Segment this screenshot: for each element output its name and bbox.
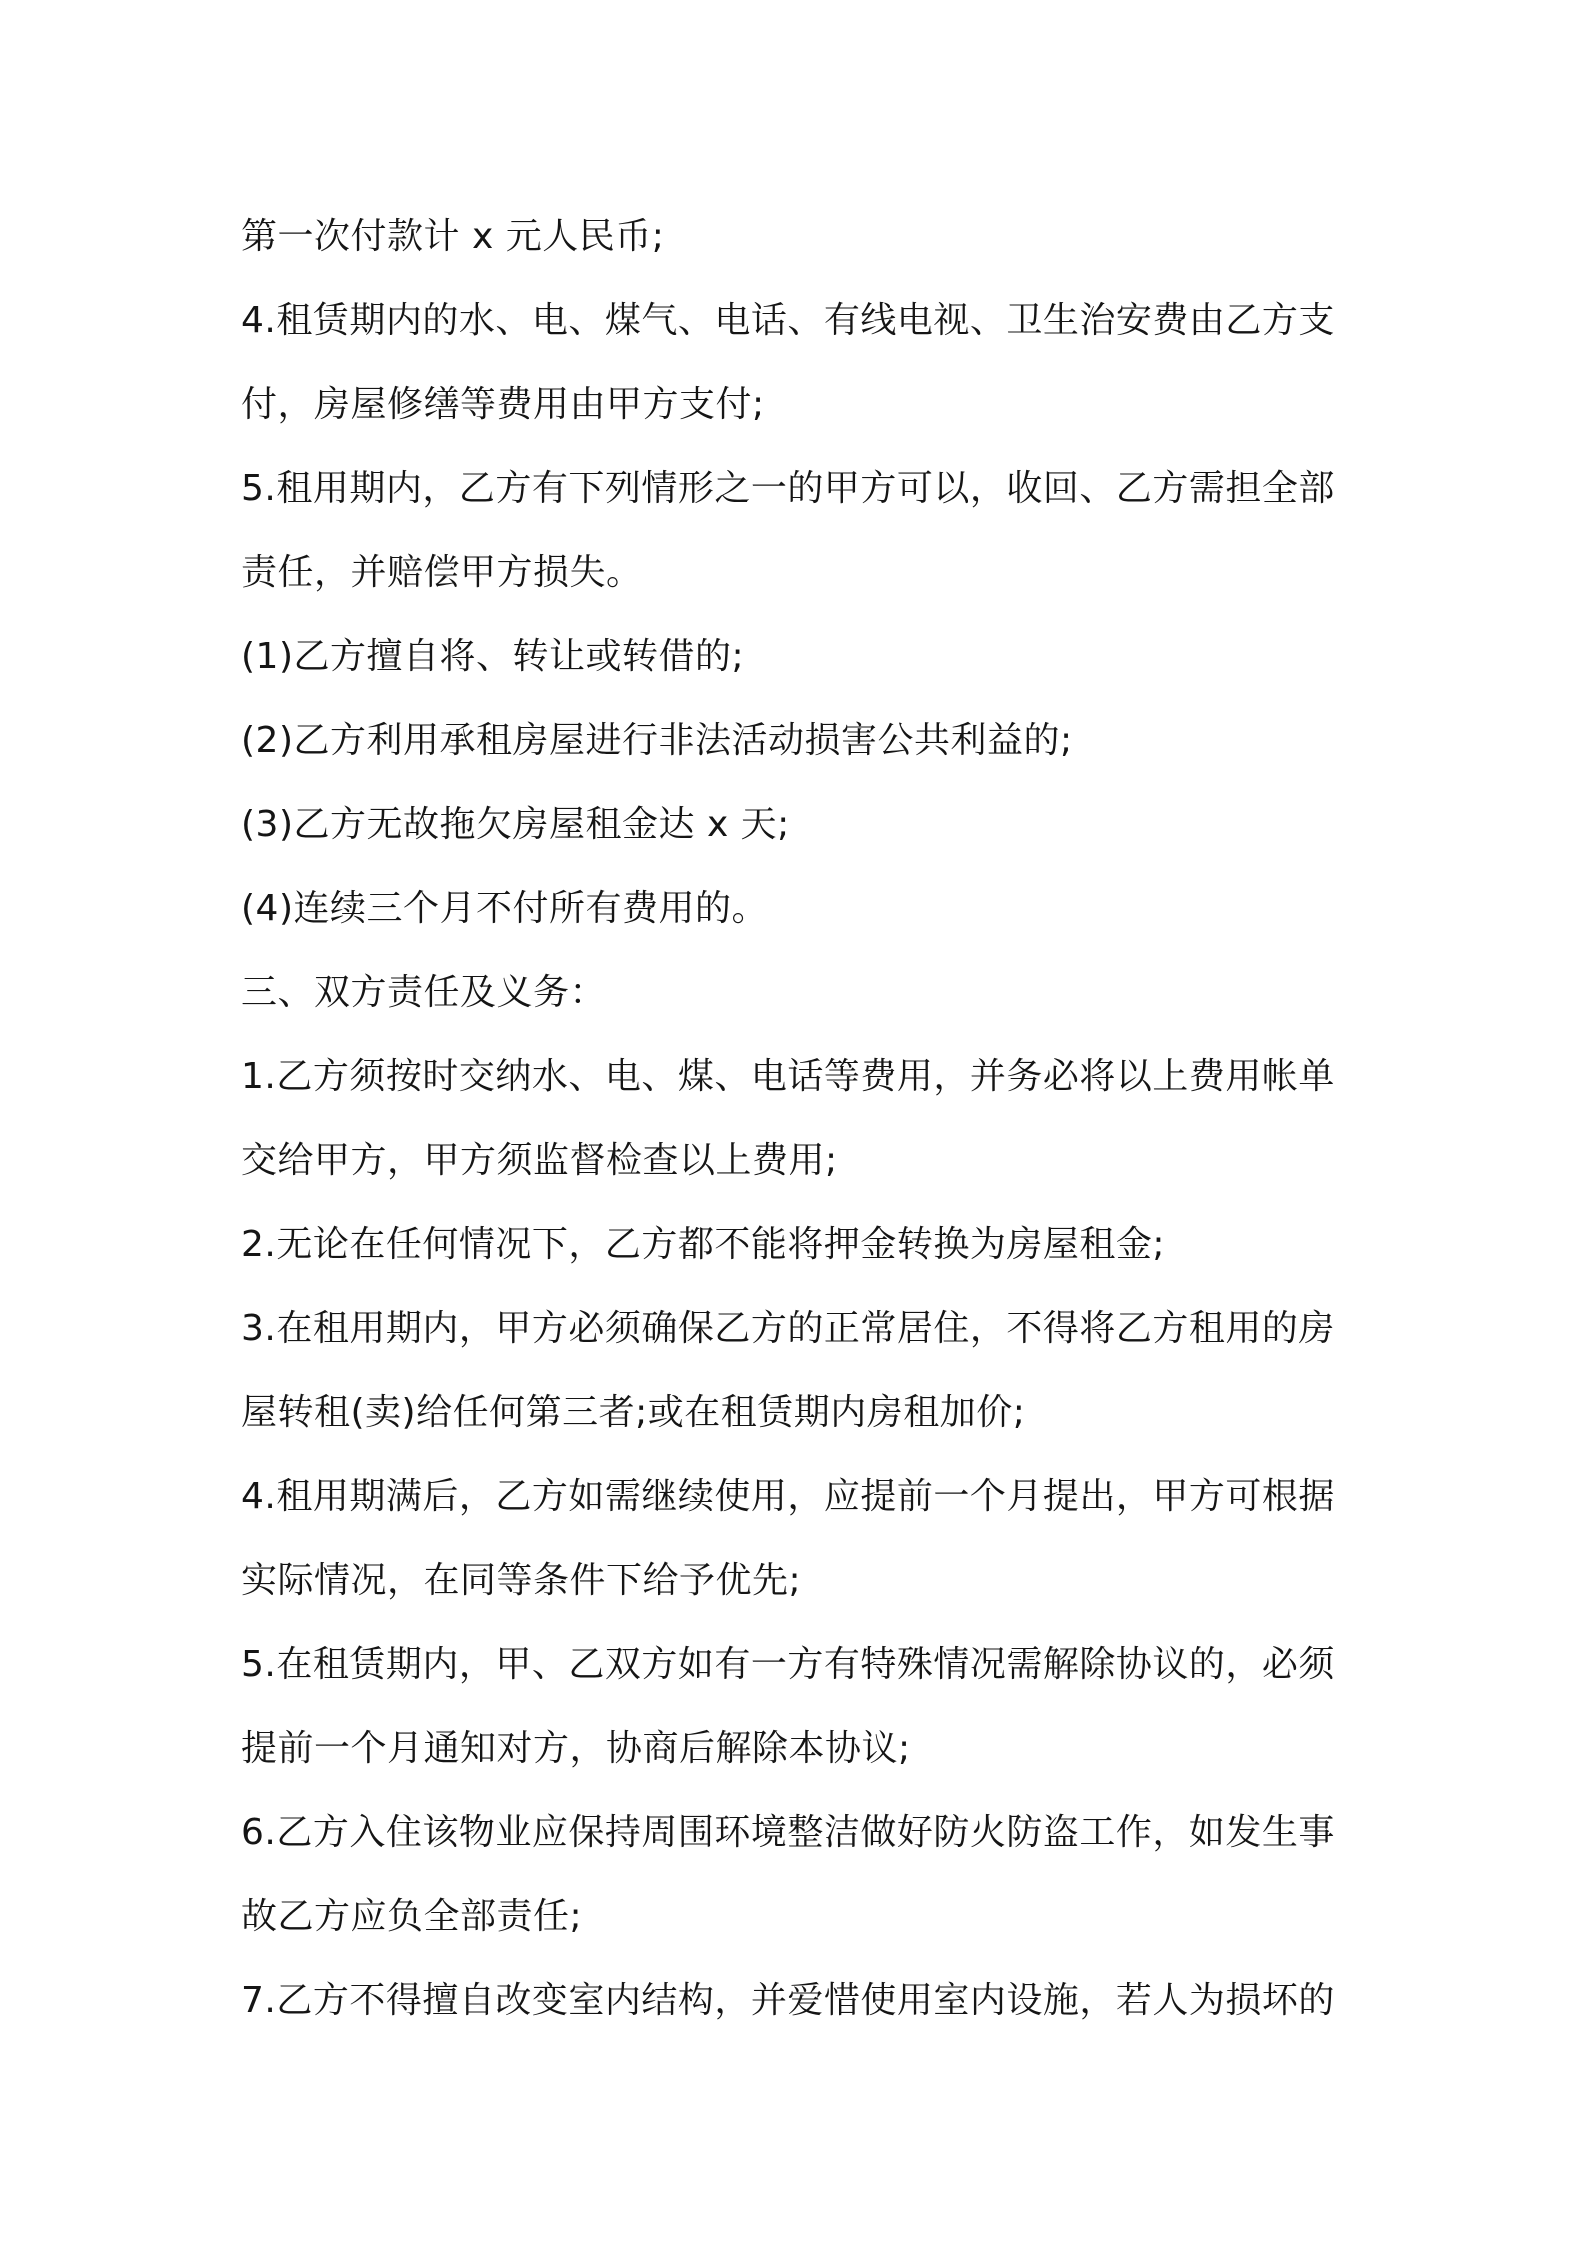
text-line: 4.租用期满后，乙方如需继续使用，应提前一个月提出，甲方可根据 xyxy=(241,1476,1335,1517)
section-heading: 三、双方责任及义务： xyxy=(241,972,607,1013)
text-line: 2.无论在任何情况下，乙方都不能将押金转换为房屋租金; xyxy=(241,1224,1165,1265)
text-line: 3.在租用期内，甲方必须确保乙方的正常居住，不得将乙方租用的房 xyxy=(241,1308,1335,1349)
text-line: 6.乙方入住该物业应保持周围环境整洁做好防火防盗工作，如发生事 xyxy=(241,1812,1335,1853)
text-line: 4.租赁期内的水、电、煤气、电话、有线电视、卫生治安费由乙方支 xyxy=(241,300,1335,341)
text-line: 第一次付款计 x 元人民币; xyxy=(241,216,665,257)
text-line: (4)连续三个月不付所有费用的。 xyxy=(241,888,768,929)
text-line: 实际情况，在同等条件下给予优先; xyxy=(241,1560,802,1601)
text-line: (2)乙方利用承租房屋进行非法活动损害公共利益的; xyxy=(241,720,1073,761)
text-line: 5.租用期内，乙方有下列情形之一的甲方可以，收回、乙方需担全部 xyxy=(241,468,1335,509)
text-line: 付，房屋修缮等费用由甲方支付; xyxy=(241,384,765,425)
text-line: (3)乙方无故拖欠房屋租金达 x 天; xyxy=(241,804,790,845)
text-line: 屋转租(卖)给任何第三者;或在租赁期内房租加价; xyxy=(241,1392,1026,1433)
contract-text-body xyxy=(241,195,1361,2043)
text-line: 故乙方应负全部责任; xyxy=(241,1896,583,1937)
text-line: 责任，并赔偿甲方损失。 xyxy=(241,552,643,593)
text-line: 5.在租赁期内，甲、乙双方如有一方有特殊情况需解除协议的，必须 xyxy=(241,1644,1335,1685)
text-line: (1)乙方擅自将、转让或转借的; xyxy=(241,636,745,677)
text-line: 1.乙方须按时交纳水、电、煤、电话等费用，并务必将以上费用帐单 xyxy=(241,1056,1335,1097)
text-line: 交给甲方，甲方须监督检查以上费用; xyxy=(241,1140,838,1181)
text-line: 提前一个月通知对方，协商后解除本协议; xyxy=(241,1728,911,1769)
text-line: 7.乙方不得擅自改变室内结构，并爱惜使用室内设施，若人为损坏的 xyxy=(241,1980,1335,2021)
